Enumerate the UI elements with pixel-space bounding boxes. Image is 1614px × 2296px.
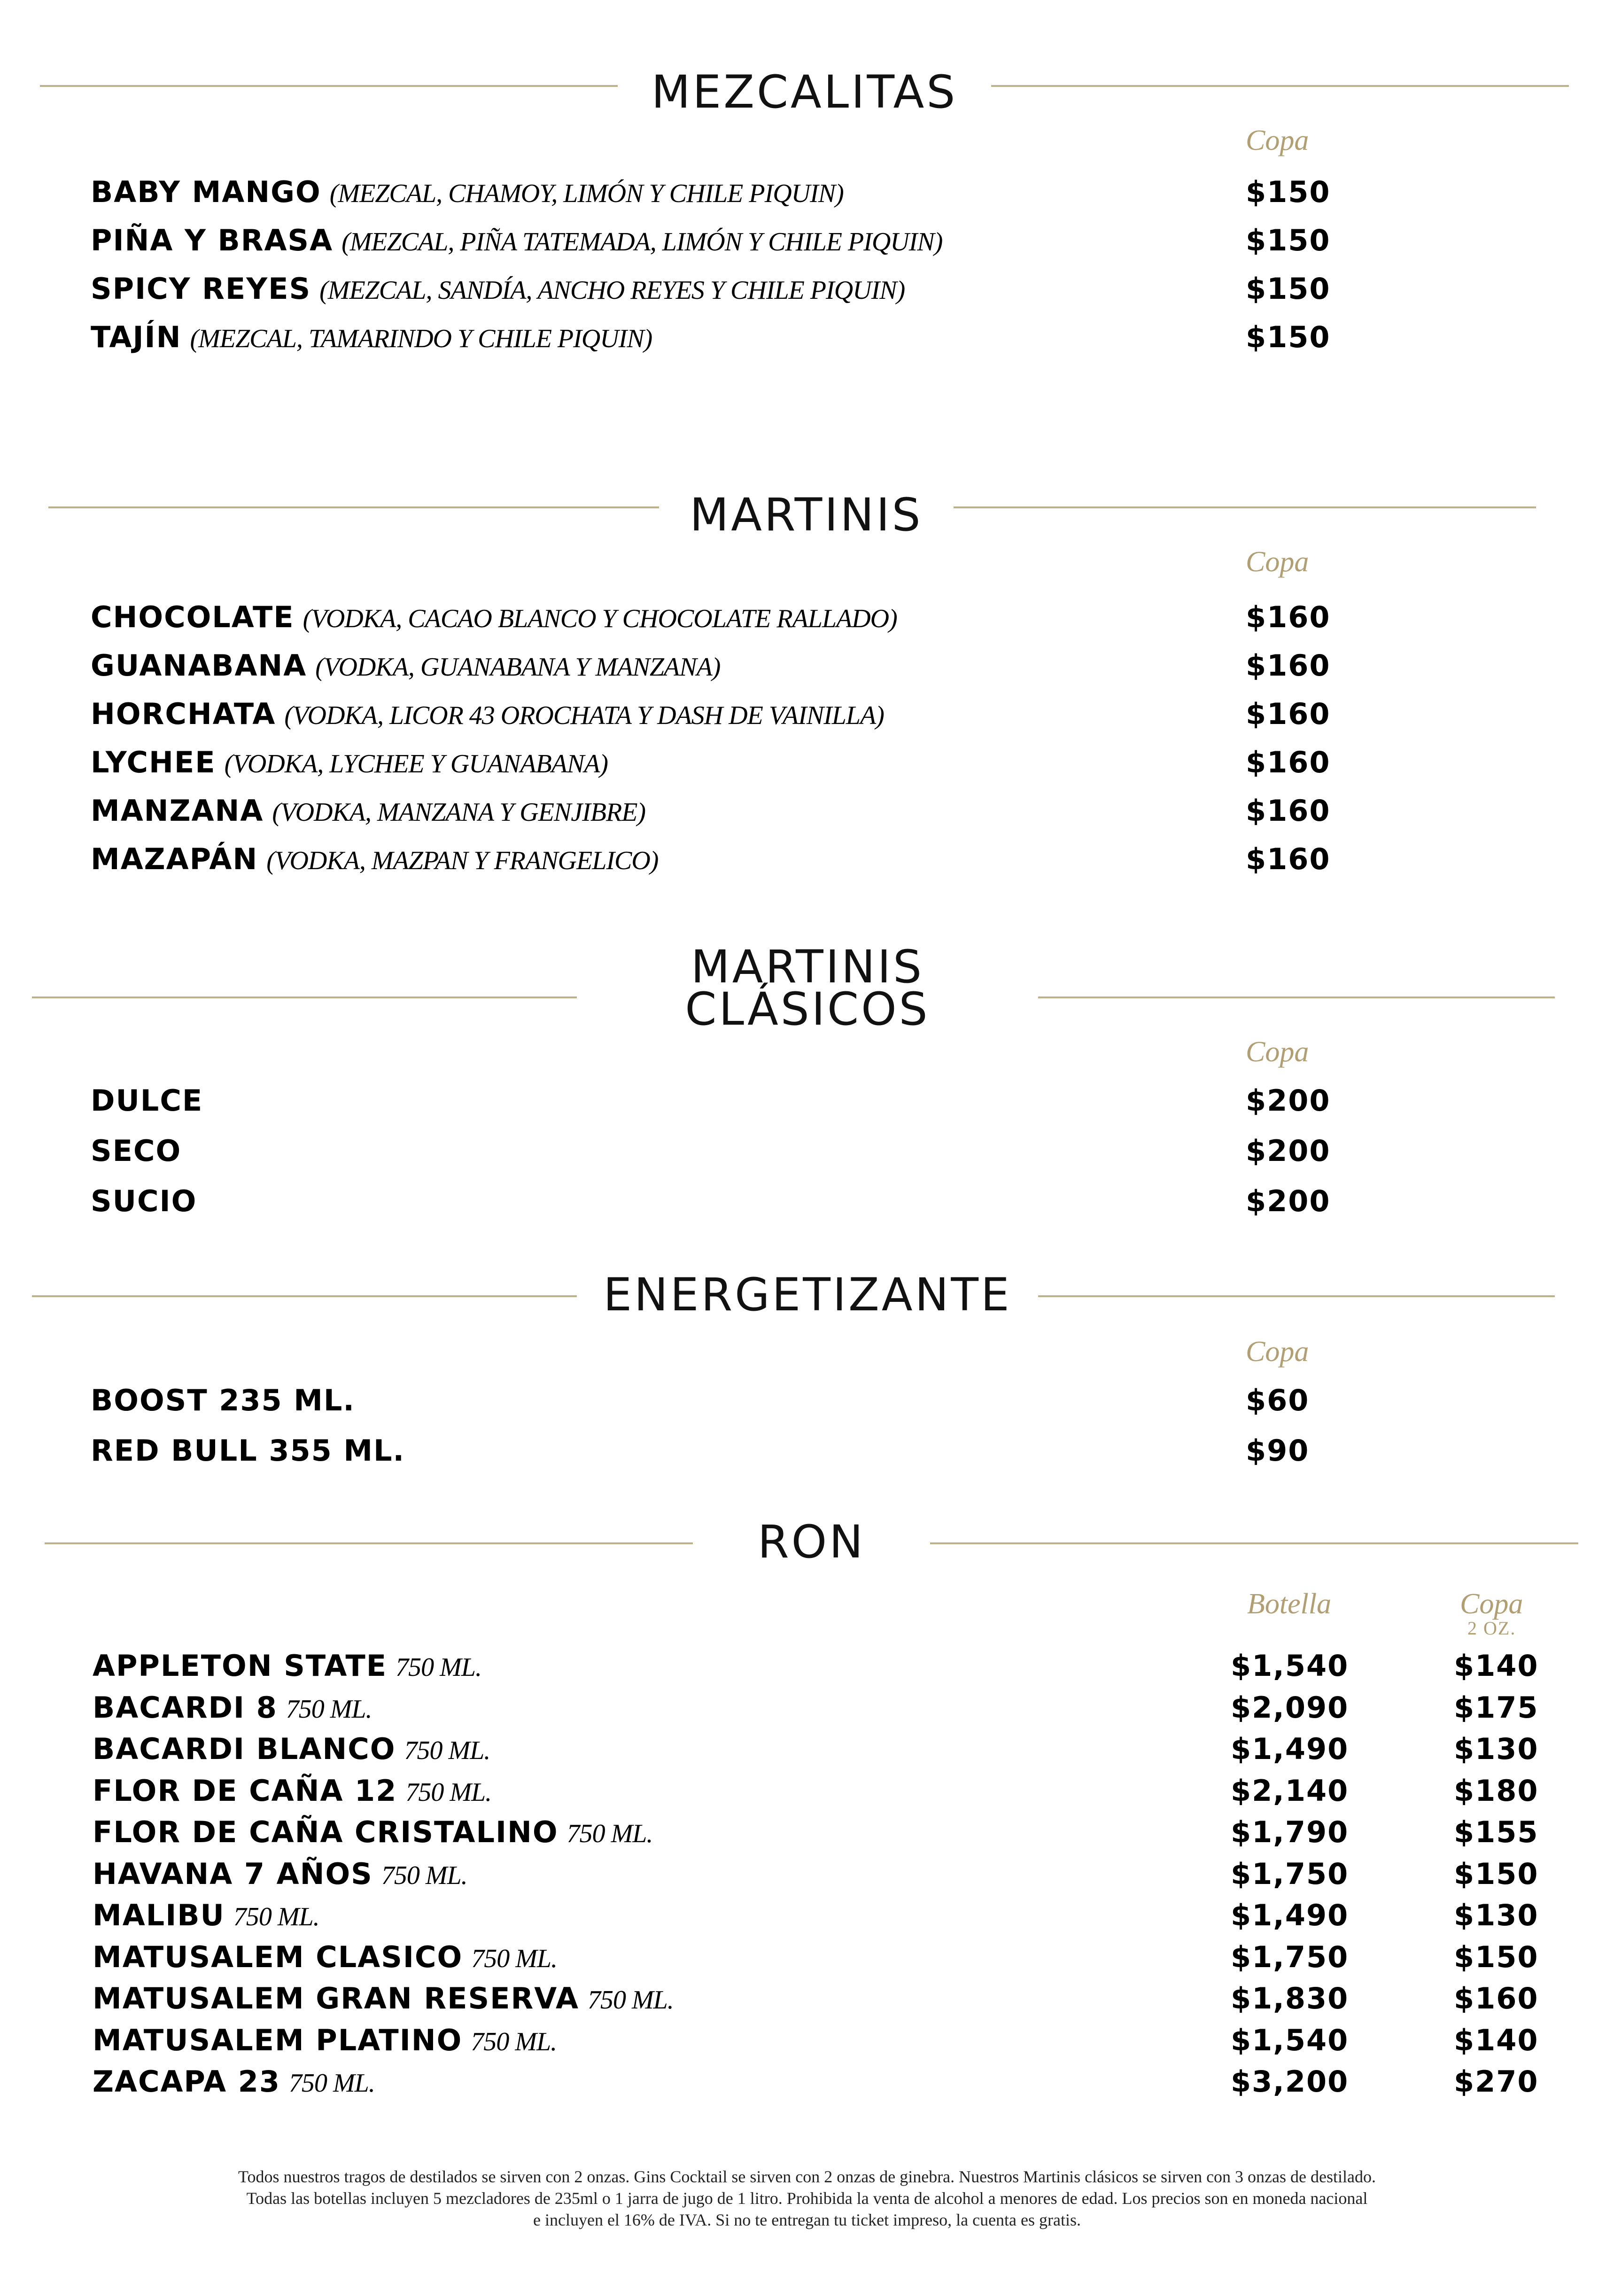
item-price: $150 bbox=[1246, 320, 1331, 354]
glass-price: $130 bbox=[1454, 1898, 1539, 1932]
item-name: BABY MANGO bbox=[91, 175, 321, 209]
menu-item bbox=[93, 1690, 372, 1725]
section-title-energetizante: ENERGETIZANTE bbox=[603, 1269, 1012, 1321]
bottle-price: $1,490 bbox=[1231, 1898, 1349, 1932]
item-description: (VODKA, LICOR 43 OROCHATA Y DASH DE VAINILLA) bbox=[284, 701, 884, 730]
glass-price: $160 bbox=[1454, 1981, 1539, 2016]
divider-rule bbox=[45, 1542, 693, 1544]
glass-price: $155 bbox=[1454, 1815, 1539, 1849]
item-description: (MEZCAL, CHAMOY, LIMÓN Y CHILE PIQUIN) bbox=[329, 179, 844, 208]
menu-item bbox=[91, 842, 659, 876]
menu-item bbox=[93, 2064, 375, 2099]
item-description: (VODKA, CACAO BLANCO Y CHOCOLATE RALLADO) bbox=[303, 604, 897, 633]
bottle-price: $1,540 bbox=[1231, 1649, 1349, 1683]
item-price: $160 bbox=[1246, 600, 1331, 634]
divider-rule bbox=[930, 1542, 1578, 1544]
divider-rule bbox=[1038, 1295, 1555, 1297]
menu-item bbox=[91, 794, 646, 828]
item-name: HAVANA 7 AÑOS bbox=[93, 1856, 373, 1891]
footer-disclaimer bbox=[0, 2166, 1614, 2231]
menu-item bbox=[93, 1651, 481, 1681]
item-name: GUANABANA bbox=[91, 648, 307, 683]
item-description: (VODKA, MANZANA Y GENJIBRE) bbox=[272, 798, 646, 827]
column-sublabel-2oz: 2 OZ. bbox=[1467, 1618, 1516, 1639]
item-description: (VODKA, MAZPAN Y FRANGELICO) bbox=[266, 846, 659, 875]
divider-rule bbox=[991, 85, 1569, 87]
item-name: SUCIO bbox=[91, 1184, 197, 1218]
section-title-martinis-clasicos-line2: CLÁSICOS bbox=[685, 983, 930, 1035]
glass-price: $150 bbox=[1454, 1856, 1539, 1891]
glass-price: $175 bbox=[1454, 1690, 1539, 1725]
divider-rule bbox=[48, 506, 659, 508]
menu-item bbox=[91, 1136, 181, 1166]
glass-price: $140 bbox=[1454, 1649, 1539, 1683]
footer-line: Todas las botellas incluyen 5 mezcladores de 235ml o 1 jarra de jugo de 1 litro. Prohibida la venta de alcohol a menores de edad. Los precios son en moneda nacional bbox=[246, 2189, 1368, 2208]
menu-item bbox=[91, 600, 897, 634]
menu-item bbox=[93, 2023, 557, 2057]
menu-item bbox=[91, 320, 652, 354]
item-size: 750 ML. bbox=[471, 2027, 557, 2056]
item-price: $160 bbox=[1246, 697, 1331, 731]
section-title-martinis-clasicos-line1: MARTINIS bbox=[691, 941, 924, 993]
item-name: SECO bbox=[91, 1134, 182, 1168]
item-name: MAZAPÁN bbox=[91, 842, 258, 876]
item-name: APPLETON STATE bbox=[93, 1649, 388, 1683]
item-size: 750 ML. bbox=[405, 1777, 492, 1807]
footer-line: Todos nuestros tragos de destilados se sirven con 2 onzas. Gins Cocktail se sirven con 2 onzas de ginebra. Nuestros Martinis clásicos se sirven con 3 onzas de destilado. bbox=[238, 2167, 1376, 2186]
menu-item bbox=[91, 223, 943, 257]
item-size: 750 ML. bbox=[289, 2069, 375, 2098]
divider-rule bbox=[32, 996, 577, 998]
item-name: MATUSALEM CLASICO bbox=[93, 1939, 463, 1974]
item-name: RED BULL 355 ML. bbox=[91, 1433, 405, 1468]
glass-price: $130 bbox=[1454, 1732, 1539, 1766]
item-name: BACARDI 8 bbox=[93, 1690, 278, 1725]
item-price: $160 bbox=[1246, 648, 1331, 683]
bottle-price: $2,140 bbox=[1231, 1773, 1349, 1808]
item-price: $200 bbox=[1246, 1134, 1331, 1168]
item-name: MALIBU bbox=[93, 1898, 225, 1932]
divider-rule bbox=[954, 506, 1536, 508]
menu-item bbox=[91, 1433, 405, 1468]
item-name: TAJÍN bbox=[91, 320, 182, 354]
item-name: SPICY REYES bbox=[91, 272, 311, 306]
item-price: $150 bbox=[1246, 175, 1331, 209]
divider-rule bbox=[1038, 996, 1555, 998]
bottle-price: $2,090 bbox=[1231, 1690, 1349, 1725]
item-name: MANZANA bbox=[91, 794, 264, 828]
item-size: 750 ML. bbox=[286, 1694, 372, 1724]
section-title-martinis: MARTINIS bbox=[690, 489, 923, 541]
item-description: (VODKA, GUANABANA Y MANZANA) bbox=[315, 653, 721, 682]
item-name: CHOCOLATE bbox=[91, 600, 295, 634]
bottle-price: $1,750 bbox=[1231, 1856, 1349, 1891]
bottle-price: $1,490 bbox=[1231, 1732, 1349, 1766]
item-price: $160 bbox=[1246, 794, 1331, 828]
item-price: $90 bbox=[1246, 1433, 1310, 1468]
item-size: 750 ML. bbox=[566, 1819, 653, 1848]
item-price: $200 bbox=[1246, 1083, 1331, 1118]
section-title-mezcalitas: MEZCALITAS bbox=[651, 66, 958, 118]
item-size: 750 ML. bbox=[396, 1653, 481, 1682]
item-description: (VODKA, LYCHEE Y GUANABANA) bbox=[224, 749, 608, 778]
item-name: DULCE bbox=[91, 1083, 203, 1118]
glass-price: $150 bbox=[1454, 1939, 1539, 1974]
menu-item bbox=[91, 274, 905, 304]
section-title-ron: RON bbox=[757, 1516, 866, 1568]
column-label-copa: Copa bbox=[1246, 125, 1309, 156]
menu-item bbox=[91, 648, 721, 683]
column-label-botella: Botella bbox=[1247, 1588, 1332, 1620]
column-label-copa: Copa bbox=[1460, 1588, 1523, 1620]
menu-item bbox=[91, 697, 884, 731]
divider-rule bbox=[32, 1295, 577, 1297]
menu-item bbox=[91, 1184, 197, 1218]
glass-price: $270 bbox=[1454, 2064, 1539, 2099]
menu-item bbox=[91, 1383, 355, 1417]
item-description: (MEZCAL, SANDÍA, ANCHO REYES Y CHILE PIQUIN) bbox=[319, 276, 905, 305]
item-description: (MEZCAL, PIÑA TATEMADA, LIMÓN Y CHILE PIQUIN) bbox=[341, 227, 943, 257]
column-label-copa: Copa bbox=[1246, 546, 1309, 578]
item-price: $200 bbox=[1246, 1184, 1331, 1218]
menu-item bbox=[93, 1815, 653, 1849]
item-name: FLOR DE CAÑA CRISTALINO bbox=[93, 1815, 559, 1849]
item-size: 750 ML. bbox=[471, 1944, 557, 1973]
item-size: 750 ML. bbox=[404, 1736, 490, 1765]
item-name: HORCHATA bbox=[91, 697, 276, 731]
menu-item bbox=[93, 1773, 492, 1808]
item-price: $150 bbox=[1246, 272, 1331, 306]
glass-price: $140 bbox=[1454, 2023, 1539, 2057]
item-size: 750 ML. bbox=[381, 1860, 467, 1890]
menu-item bbox=[91, 745, 608, 779]
bottle-price: $1,830 bbox=[1231, 1981, 1349, 2016]
item-name: LYCHEE bbox=[91, 745, 216, 779]
item-name: ZACAPA 23 bbox=[93, 2064, 281, 2099]
item-price: $60 bbox=[1246, 1383, 1310, 1417]
column-label-copa: Copa bbox=[1246, 1036, 1309, 1068]
bottle-price: $1,540 bbox=[1231, 2023, 1349, 2057]
column-label-copa: Copa bbox=[1246, 1336, 1309, 1368]
bottle-price: $1,790 bbox=[1231, 1815, 1349, 1849]
item-name: MATUSALEM GRAN RESERVA bbox=[93, 1981, 579, 2016]
item-price: $150 bbox=[1246, 223, 1331, 257]
bottle-price: $3,200 bbox=[1231, 2064, 1349, 2099]
menu-item bbox=[91, 1083, 203, 1118]
item-size: 750 ML. bbox=[587, 1985, 674, 2015]
glass-price: $180 bbox=[1454, 1773, 1539, 1808]
menu-item bbox=[93, 1981, 674, 2016]
menu-item bbox=[93, 1856, 467, 1891]
divider-rule bbox=[40, 85, 618, 87]
bottle-price: $1,750 bbox=[1231, 1939, 1349, 1974]
item-name: FLOR DE CAÑA 12 bbox=[93, 1773, 397, 1808]
footer-line: e incluyen el 16% de IVA. Si no te entregan tu ticket impreso, la cuenta es gratis. bbox=[533, 2210, 1081, 2229]
item-size: 750 ML. bbox=[233, 1902, 319, 1931]
menu-item bbox=[91, 175, 844, 209]
item-name: MATUSALEM PLATINO bbox=[93, 2023, 463, 2057]
item-price: $160 bbox=[1246, 842, 1331, 876]
item-name: BOOST 235 ML. bbox=[91, 1383, 355, 1417]
menu-item bbox=[93, 1732, 490, 1766]
item-price: $160 bbox=[1246, 745, 1331, 779]
menu-item bbox=[93, 1939, 557, 1974]
menu-item bbox=[93, 1898, 319, 1932]
item-name: PIÑA Y BRASA bbox=[91, 223, 334, 257]
item-description: (MEZCAL, TAMARINDO Y CHILE PIQUIN) bbox=[190, 324, 652, 353]
item-name: BACARDI BLANCO bbox=[93, 1732, 396, 1766]
